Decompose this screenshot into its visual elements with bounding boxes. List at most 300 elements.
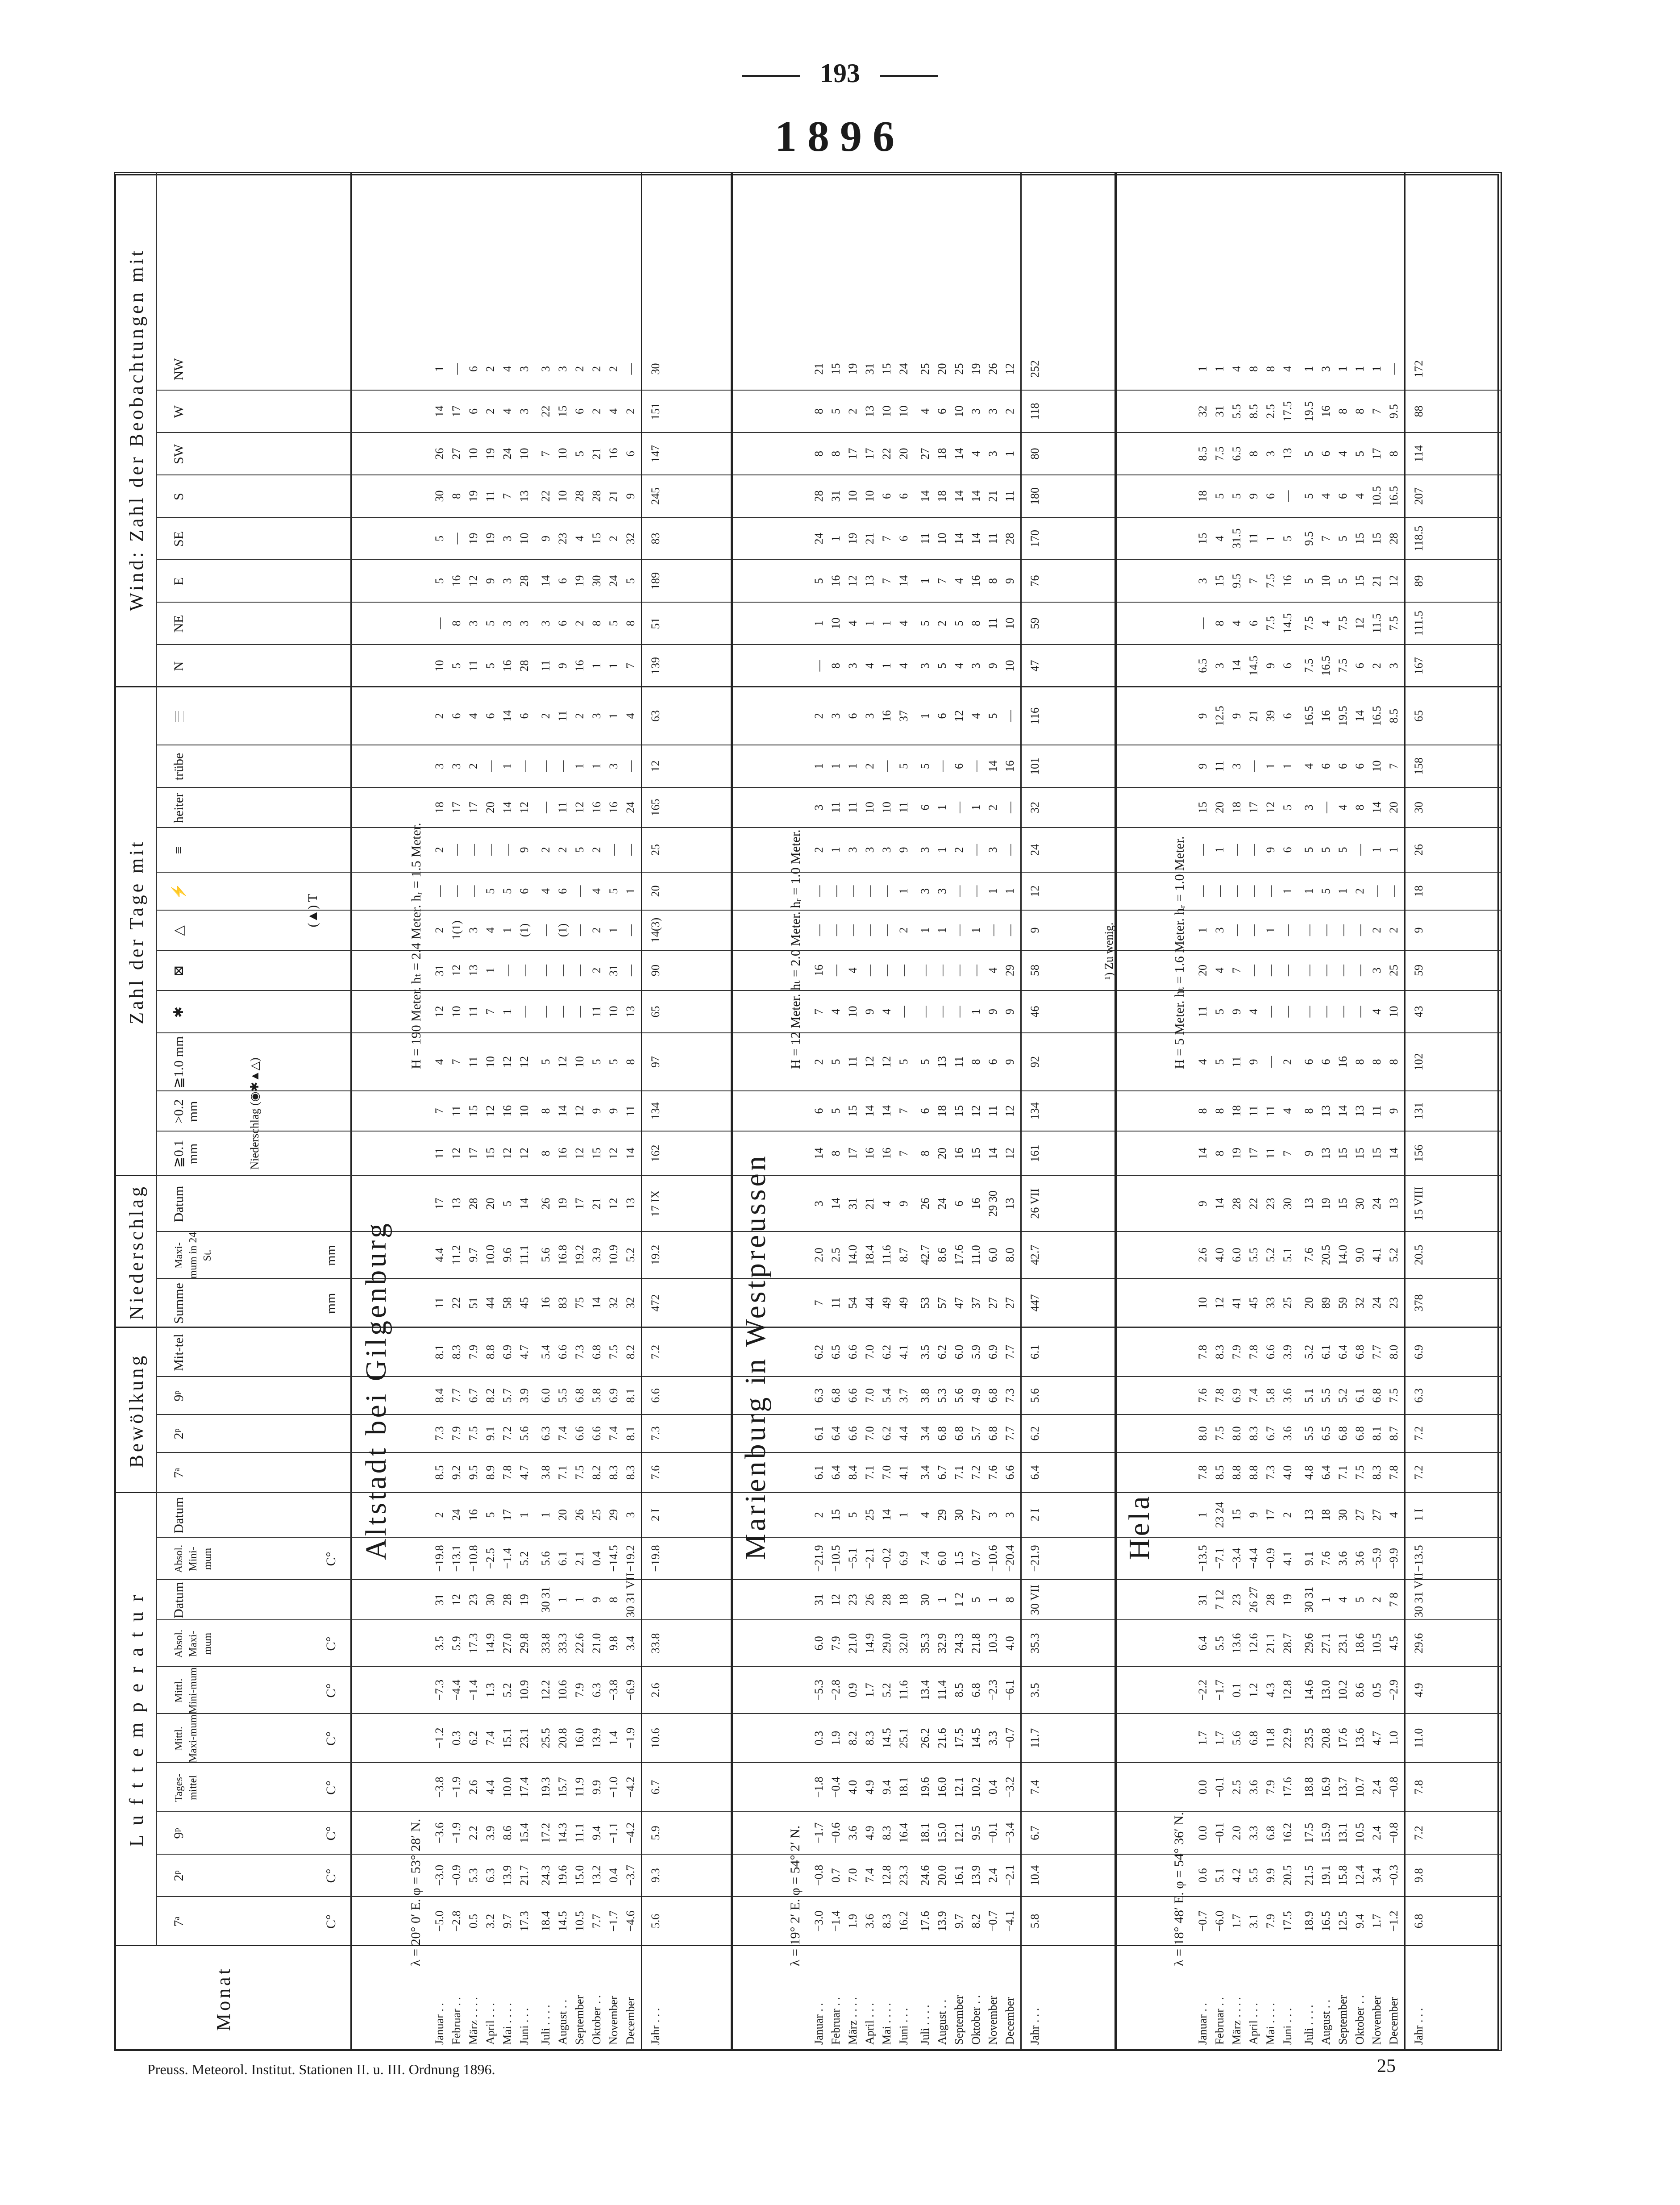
cell-value: 7.2 bbox=[969, 1465, 982, 1480]
cell-value: 7.5 bbox=[1213, 446, 1226, 461]
cell-value: 6.5 bbox=[1196, 658, 1209, 673]
cell-value: 16 bbox=[1281, 575, 1294, 587]
cell-value: 19 bbox=[467, 490, 480, 502]
cell-value: 4 bbox=[624, 713, 637, 719]
cell-value: 10 bbox=[952, 405, 965, 417]
cell-value: 3 bbox=[1230, 763, 1243, 769]
cell-value: 6.2 bbox=[812, 1344, 825, 1360]
cell-value: 11 bbox=[846, 1056, 859, 1068]
cell-value: 5 bbox=[952, 620, 965, 626]
cell-value: 0.6 bbox=[1196, 1868, 1209, 1883]
cell-value: 8.0 bbox=[1003, 1248, 1016, 1262]
cell-value: 6.9 bbox=[986, 1344, 999, 1360]
cell-value: 43 bbox=[1412, 1006, 1425, 1018]
month-label: Oktober . . bbox=[590, 1995, 603, 2045]
cell-value: 8 bbox=[1247, 451, 1260, 457]
cell-value: −20.4 bbox=[1003, 1545, 1016, 1572]
month-label: December bbox=[1387, 1997, 1400, 2045]
cell-value: 16 bbox=[1319, 405, 1332, 417]
cell-value: 10 bbox=[556, 490, 569, 502]
cell-value: −0.7 bbox=[1196, 1910, 1209, 1932]
cell-value: 2 bbox=[484, 408, 497, 414]
cell-value: — bbox=[1281, 1006, 1294, 1018]
cell-value: 378 bbox=[1412, 1294, 1425, 1312]
cell-value: 5 bbox=[1230, 493, 1243, 499]
cell-value: 16 bbox=[952, 1148, 965, 1159]
cell-value: 7.8 bbox=[501, 1465, 514, 1480]
cell-value: — bbox=[556, 965, 569, 976]
cell-value: 9 bbox=[539, 536, 552, 541]
cell-value: 3 bbox=[556, 366, 569, 372]
cell-value: 17 bbox=[1247, 802, 1260, 813]
cell-value: −1.4 bbox=[829, 1910, 842, 1932]
cell-value: (1) bbox=[556, 923, 569, 937]
cell-value: 18.4 bbox=[539, 1911, 552, 1931]
cell-value: 14.5 bbox=[969, 1728, 982, 1748]
cell-value: 25 bbox=[1387, 965, 1400, 976]
cell-value: 1 bbox=[573, 1597, 586, 1603]
cell-value: 3.9 bbox=[1281, 1344, 1294, 1360]
cell-value: 7.7 bbox=[1370, 1344, 1383, 1360]
cell-value: 11.1 bbox=[518, 1245, 531, 1265]
cell-value: 22.9 bbox=[1281, 1728, 1294, 1748]
cell-value: — bbox=[969, 760, 982, 772]
cell-value: 7 bbox=[936, 578, 948, 584]
cell-value: 21.0 bbox=[590, 1633, 603, 1654]
cell-value: 59 bbox=[1336, 1297, 1349, 1309]
cell-value: 8 bbox=[1353, 408, 1366, 414]
table-row bbox=[433, 172, 446, 2051]
cell-value: 16.1 bbox=[952, 1865, 965, 1886]
cell-value: 35.3 bbox=[1028, 1633, 1041, 1654]
cell-value: 16.2 bbox=[1281, 1822, 1294, 1843]
cell-value: 1 bbox=[607, 713, 620, 719]
cell-value: 15 bbox=[1353, 533, 1366, 545]
cell-value: 2 bbox=[433, 927, 446, 933]
cell-value: — bbox=[952, 885, 965, 897]
cell-value: 17.5 bbox=[952, 1728, 965, 1748]
cell-value: — bbox=[1353, 965, 1366, 976]
cell-value: 6.7 bbox=[649, 1780, 662, 1795]
cell-value: 16.5 bbox=[1319, 1911, 1332, 1931]
niederschlag-header: Niederschlag bbox=[125, 1184, 147, 1320]
cell-value: 2.5 bbox=[1264, 404, 1277, 419]
cell-value: 16.8 bbox=[556, 1244, 569, 1265]
cell-value: 11.9 bbox=[573, 1777, 586, 1797]
cell-value: 8.3 bbox=[1370, 1465, 1383, 1480]
cell-value: 0.3 bbox=[450, 1731, 463, 1746]
cell-value: 8 bbox=[624, 620, 637, 626]
month-label: Januar . . bbox=[812, 2003, 825, 2045]
month-label: November bbox=[1370, 1996, 1383, 2045]
cell-value: 13.9 bbox=[590, 1728, 603, 1748]
cell-value: 7.3 bbox=[649, 1426, 662, 1441]
cell-value: 7.9 bbox=[1264, 1914, 1277, 1929]
cell-value: 7.9 bbox=[450, 1426, 463, 1441]
cell-value: 19.1 bbox=[1319, 1865, 1332, 1886]
cell-value: −1.4 bbox=[501, 1548, 514, 1569]
cell-value: — bbox=[1196, 885, 1209, 897]
cell-value: 30 bbox=[1281, 1198, 1294, 1210]
cell-value: 3 bbox=[518, 366, 531, 372]
cell-value: 1 bbox=[1003, 451, 1016, 457]
column-header: >0.2 mm bbox=[171, 1099, 200, 1124]
cell-value: 4.8 bbox=[1302, 1465, 1315, 1480]
cell-value: 15.8 bbox=[1336, 1865, 1349, 1886]
cell-value: −1.9 bbox=[624, 1727, 637, 1749]
cell-value: 8.4 bbox=[846, 1465, 859, 1480]
cell-value: 6.3 bbox=[484, 1868, 497, 1883]
cell-value: 18 bbox=[936, 1105, 948, 1117]
cell-value: 13 bbox=[1353, 1105, 1366, 1117]
cell-value: 1 bbox=[484, 967, 497, 974]
cell-value: 21 bbox=[1370, 575, 1383, 587]
cell-value: 1 bbox=[590, 663, 603, 669]
cell-value: 0.5 bbox=[467, 1914, 480, 1929]
cell-value: — bbox=[1247, 924, 1260, 936]
cell-value: 5.2 bbox=[1336, 1388, 1349, 1403]
cell-value: 6 bbox=[518, 713, 531, 719]
cell-value: 8.3 bbox=[624, 1465, 637, 1480]
cell-value: 31 bbox=[607, 965, 620, 976]
cell-value: 20 bbox=[936, 1148, 948, 1159]
cell-value: 8 bbox=[1213, 620, 1226, 626]
cell-value: 10 bbox=[484, 1056, 497, 1068]
column-divider bbox=[156, 1762, 1502, 1763]
cell-value: — bbox=[952, 1006, 965, 1018]
column-divider bbox=[156, 432, 1502, 433]
cell-value: 5.2 bbox=[1387, 1248, 1400, 1262]
cell-value: 6.9 bbox=[897, 1551, 910, 1566]
cell-value: 11 bbox=[1370, 1105, 1383, 1117]
cell-value: 6 bbox=[518, 888, 531, 894]
cell-value: −3.8 bbox=[607, 1679, 620, 1701]
cell-value: 21 bbox=[986, 490, 999, 502]
cell-value: 6.8 bbox=[573, 1388, 586, 1403]
cell-value: — bbox=[1247, 965, 1260, 976]
cell-value: 21.0 bbox=[846, 1633, 859, 1654]
cell-value: 33.8 bbox=[649, 1633, 662, 1654]
cell-value: 22.6 bbox=[573, 1633, 586, 1654]
cell-value: 7.5 bbox=[1302, 616, 1315, 631]
cell-value: 23 bbox=[467, 1594, 480, 1606]
cell-value: 5.2 bbox=[1302, 1344, 1315, 1360]
cell-value: 6.3 bbox=[590, 1683, 603, 1697]
cell-value: 4 bbox=[539, 888, 552, 894]
cell-value: 8 bbox=[1213, 1108, 1226, 1114]
cell-value: 14 bbox=[880, 1105, 893, 1117]
cell-value: 12 bbox=[450, 1148, 463, 1159]
cell-value: −4.6 bbox=[624, 1910, 637, 1932]
cell-value: 7 bbox=[484, 1009, 497, 1015]
cell-value: — bbox=[812, 924, 825, 936]
cell-value: −0.2 bbox=[880, 1548, 893, 1569]
cell-value: 3 bbox=[969, 663, 982, 669]
cell-value: 7.6 bbox=[649, 1465, 662, 1480]
cell-value: 28 bbox=[880, 1594, 893, 1606]
cell-value: 8.4 bbox=[433, 1388, 446, 1403]
cell-value: — bbox=[573, 1006, 586, 1018]
cell-value: 7 bbox=[897, 1150, 910, 1157]
month-label: August . . bbox=[1319, 1999, 1332, 2045]
table-row bbox=[1003, 172, 1017, 2051]
column-header: SW bbox=[171, 444, 186, 464]
cell-value: 5 bbox=[919, 1059, 931, 1065]
cell-value: 13.7 bbox=[1336, 1777, 1349, 1797]
cell-value: 6 bbox=[812, 1108, 825, 1114]
column-unit: mm bbox=[324, 1245, 338, 1266]
cell-value: 1 bbox=[986, 1597, 999, 1603]
cell-value: 6.7 bbox=[1264, 1426, 1277, 1441]
cell-value: 1 I bbox=[1412, 1508, 1425, 1522]
cell-value: — bbox=[1319, 1006, 1332, 1018]
cell-value: 47 bbox=[1028, 660, 1041, 672]
cell-value: 4 bbox=[1370, 1009, 1383, 1015]
month-label: Februar . . bbox=[1213, 1997, 1226, 2045]
cell-value: 49 bbox=[880, 1297, 893, 1309]
cell-value: 7.5 bbox=[1336, 658, 1349, 673]
cell-value: 10.4 bbox=[1028, 1865, 1041, 1886]
cell-value: 9.5 bbox=[969, 1826, 982, 1840]
cell-value: 0.1 bbox=[1230, 1683, 1243, 1697]
cell-value: 8.5 bbox=[1196, 446, 1209, 461]
column-unit: C° bbox=[324, 1781, 338, 1795]
cell-value: 11 bbox=[1264, 1105, 1277, 1117]
cell-value: 26 bbox=[863, 1594, 876, 1606]
cell-value: 15 bbox=[1336, 1148, 1349, 1159]
cell-value: 10.5 bbox=[1370, 486, 1383, 507]
cell-value: 6.6 bbox=[1003, 1465, 1016, 1480]
column-header: ≧0.1 mm bbox=[171, 1140, 200, 1168]
cell-value: 4.1 bbox=[1370, 1248, 1383, 1262]
cell-value: 6.3 bbox=[812, 1388, 825, 1403]
cell-value: 14 bbox=[986, 760, 999, 772]
bewoelkung-header: Bewölkung bbox=[125, 1353, 147, 1468]
month-label: Februar . . bbox=[829, 1997, 842, 2045]
cell-value: 1 bbox=[829, 847, 842, 853]
cell-value: 7.3 bbox=[573, 1344, 586, 1360]
cell-value: 11 bbox=[986, 617, 999, 629]
cell-value: 8 bbox=[1353, 804, 1366, 811]
cell-value: 89 bbox=[1319, 1297, 1332, 1309]
cell-value: 1.9 bbox=[846, 1914, 859, 1929]
cell-value: 8.2 bbox=[590, 1465, 603, 1480]
month-label: December bbox=[624, 1997, 637, 2045]
cell-value: 5 bbox=[919, 763, 931, 769]
cell-value: 1 bbox=[1281, 763, 1294, 769]
column-divider bbox=[156, 1537, 1502, 1538]
cell-value: 11 bbox=[556, 802, 569, 813]
cell-value: 19 bbox=[484, 533, 497, 545]
cell-value: 27.1 bbox=[1319, 1633, 1332, 1654]
cell-value: 0.4 bbox=[986, 1780, 999, 1795]
cell-value: −3.6 bbox=[433, 1822, 446, 1844]
cell-value: 4 bbox=[952, 663, 965, 669]
cell-value: 7.5 bbox=[1387, 1388, 1400, 1403]
cell-value: 8.3 bbox=[607, 1465, 620, 1480]
cell-value: — bbox=[1281, 965, 1294, 976]
cell-value: 6.2 bbox=[1028, 1426, 1041, 1441]
cell-value: 1 bbox=[1196, 1512, 1209, 1518]
cell-value: 3 bbox=[624, 1512, 637, 1518]
cell-value: 33.8 bbox=[539, 1633, 552, 1654]
cell-value: — bbox=[1264, 1056, 1277, 1068]
cell-value: 15 bbox=[1353, 1148, 1366, 1159]
cell-value: 2 bbox=[433, 1512, 446, 1518]
cell-value: 2 bbox=[1370, 1597, 1383, 1603]
cell-value: 1 bbox=[573, 763, 586, 769]
column-divider bbox=[156, 1231, 1502, 1232]
cell-value: 27 bbox=[1370, 1509, 1383, 1521]
cell-value: 7 bbox=[624, 663, 637, 669]
cell-value: 89 bbox=[1412, 575, 1425, 587]
cell-value: 9 bbox=[897, 1201, 910, 1207]
cell-value: 6 bbox=[1319, 1059, 1332, 1065]
cell-value: 245 bbox=[649, 487, 662, 505]
cell-value: 1 bbox=[501, 1009, 514, 1015]
cell-value: 12 bbox=[1003, 1105, 1016, 1117]
cell-value: 8.5 bbox=[1213, 1465, 1226, 1480]
cell-value: −0.4 bbox=[829, 1776, 842, 1798]
cell-value: 11.0 bbox=[969, 1245, 982, 1265]
cell-value: 4.0 bbox=[1281, 1465, 1294, 1480]
cell-value: −19.8 bbox=[649, 1545, 662, 1572]
cell-value: 30 31 bbox=[539, 1586, 552, 1613]
cell-value: 0.7 bbox=[829, 1868, 842, 1883]
column-header: 2ᵖ bbox=[171, 1870, 186, 1881]
cell-value: 13 bbox=[518, 490, 531, 502]
cell-value: 11 bbox=[433, 1297, 446, 1309]
cell-value: 7.1 bbox=[1336, 1465, 1349, 1480]
cell-value: 1 bbox=[846, 763, 859, 769]
cell-value: 3 bbox=[501, 578, 514, 584]
cell-value: 12 bbox=[433, 1006, 446, 1018]
cell-value: 2 bbox=[1281, 1512, 1294, 1518]
cell-value: 23.3 bbox=[897, 1865, 910, 1886]
cell-value: 2 bbox=[590, 927, 603, 933]
cell-value: 6.9 bbox=[607, 1388, 620, 1403]
cell-value: 42.7 bbox=[1028, 1244, 1041, 1265]
cell-value: 6.8 bbox=[1336, 1426, 1349, 1441]
column-header: 9ᵖ bbox=[171, 1390, 186, 1402]
cell-value: 19 bbox=[846, 363, 859, 375]
cell-value: 5 bbox=[812, 578, 825, 584]
cell-value: 17.6 bbox=[919, 1911, 931, 1931]
cell-value: −0.3 bbox=[1387, 1864, 1400, 1886]
cell-value: −2.8 bbox=[450, 1910, 463, 1932]
cell-value: 27 bbox=[986, 1297, 999, 1309]
cell-value: (1) bbox=[518, 923, 531, 937]
cell-value: 1 bbox=[969, 804, 982, 811]
cell-value: 6 bbox=[1302, 1059, 1315, 1065]
cell-value: — bbox=[1230, 885, 1243, 897]
cell-value: 17.5 bbox=[1281, 1911, 1294, 1931]
cell-value: 11.5 bbox=[1370, 613, 1383, 633]
cell-value: 7.3 bbox=[1264, 1465, 1277, 1480]
cell-value: 4.0 bbox=[1003, 1636, 1016, 1651]
cell-value: 17 bbox=[1264, 1509, 1277, 1521]
cell-value: 17 bbox=[450, 802, 463, 813]
cell-value: 26 bbox=[573, 1509, 586, 1521]
cell-value: 2 bbox=[812, 1059, 825, 1065]
cell-value: — bbox=[986, 924, 999, 936]
cell-value: 12 bbox=[846, 575, 859, 587]
cell-value: 8.2 bbox=[624, 1344, 637, 1360]
cell-value: 15 bbox=[467, 1105, 480, 1117]
cell-value: 5 bbox=[433, 536, 446, 541]
cell-value: −9.9 bbox=[1387, 1548, 1400, 1569]
cell-value: 10.2 bbox=[969, 1777, 982, 1797]
cell-value: 4.1 bbox=[897, 1344, 910, 1360]
month-label: März . . . . bbox=[467, 1997, 480, 2045]
cell-value: 6.8 bbox=[986, 1388, 999, 1403]
cell-value: 1 bbox=[880, 620, 893, 626]
cell-value: — bbox=[1319, 924, 1332, 936]
cell-value: 10 bbox=[829, 617, 842, 629]
cell-value: 12 bbox=[649, 760, 662, 772]
cell-value: — bbox=[624, 760, 637, 772]
cell-value: 13.6 bbox=[1230, 1633, 1243, 1654]
table-row bbox=[1387, 172, 1401, 2051]
cell-value: 11.0 bbox=[1412, 1728, 1425, 1748]
cell-value: 37 bbox=[897, 710, 910, 722]
cell-value: 15 bbox=[952, 1105, 965, 1117]
cell-value: 16 bbox=[880, 1148, 893, 1159]
cell-value: 7 bbox=[1281, 1150, 1294, 1157]
cell-value: 7.5 bbox=[1387, 616, 1400, 631]
cell-value: 5 bbox=[607, 620, 620, 626]
cell-value: 19.5 bbox=[1336, 706, 1349, 726]
cell-value: — bbox=[936, 965, 948, 976]
cell-value: 20.5 bbox=[1281, 1865, 1294, 1886]
cell-value: 5 bbox=[986, 713, 999, 719]
cell-value: 19 bbox=[846, 533, 859, 545]
cell-value: 4.7 bbox=[518, 1344, 531, 1360]
climate-table bbox=[114, 172, 1502, 2051]
month-label: Januar . . bbox=[1196, 2003, 1209, 2045]
cell-value: −1.1 bbox=[607, 1822, 620, 1844]
cell-value: 10 bbox=[1319, 575, 1332, 587]
cell-value: −0.1 bbox=[986, 1822, 999, 1844]
cell-value: 32 bbox=[1196, 405, 1209, 417]
cell-value: 6.8 bbox=[969, 1683, 982, 1697]
cell-value: 30 31 bbox=[1302, 1586, 1315, 1613]
cell-value: −0.1 bbox=[1213, 1822, 1226, 1844]
cell-value: 30 bbox=[433, 490, 446, 502]
cell-value: 26 bbox=[1412, 844, 1425, 856]
cell-value: 5.6 bbox=[649, 1914, 662, 1929]
cell-value: 1 bbox=[829, 536, 842, 541]
month-label: Mai . . . . bbox=[880, 2003, 893, 2045]
cell-value: 26.2 bbox=[919, 1728, 931, 1748]
cell-value: 26 bbox=[986, 363, 999, 375]
cell-value: −0.7 bbox=[1003, 1727, 1016, 1749]
cell-value: 30 31 VII bbox=[624, 1573, 637, 1618]
cell-value: 139 bbox=[649, 657, 662, 674]
cell-value: 4.7 bbox=[1370, 1731, 1383, 1746]
cell-value: 1 bbox=[501, 763, 514, 769]
cell-value: 21 bbox=[1247, 710, 1260, 722]
cell-value: 24.6 bbox=[919, 1865, 931, 1886]
cell-value: 9 bbox=[607, 1108, 620, 1114]
cell-value: 6.6 bbox=[846, 1344, 859, 1360]
cell-value: 5 bbox=[501, 1201, 514, 1207]
cell-value: 9.4 bbox=[590, 1826, 603, 1840]
cell-value: 6.7 bbox=[1028, 1826, 1041, 1840]
cell-value: 12 bbox=[501, 1148, 514, 1159]
cell-value: 2 bbox=[607, 366, 620, 372]
cell-value: 30 bbox=[952, 1509, 965, 1521]
